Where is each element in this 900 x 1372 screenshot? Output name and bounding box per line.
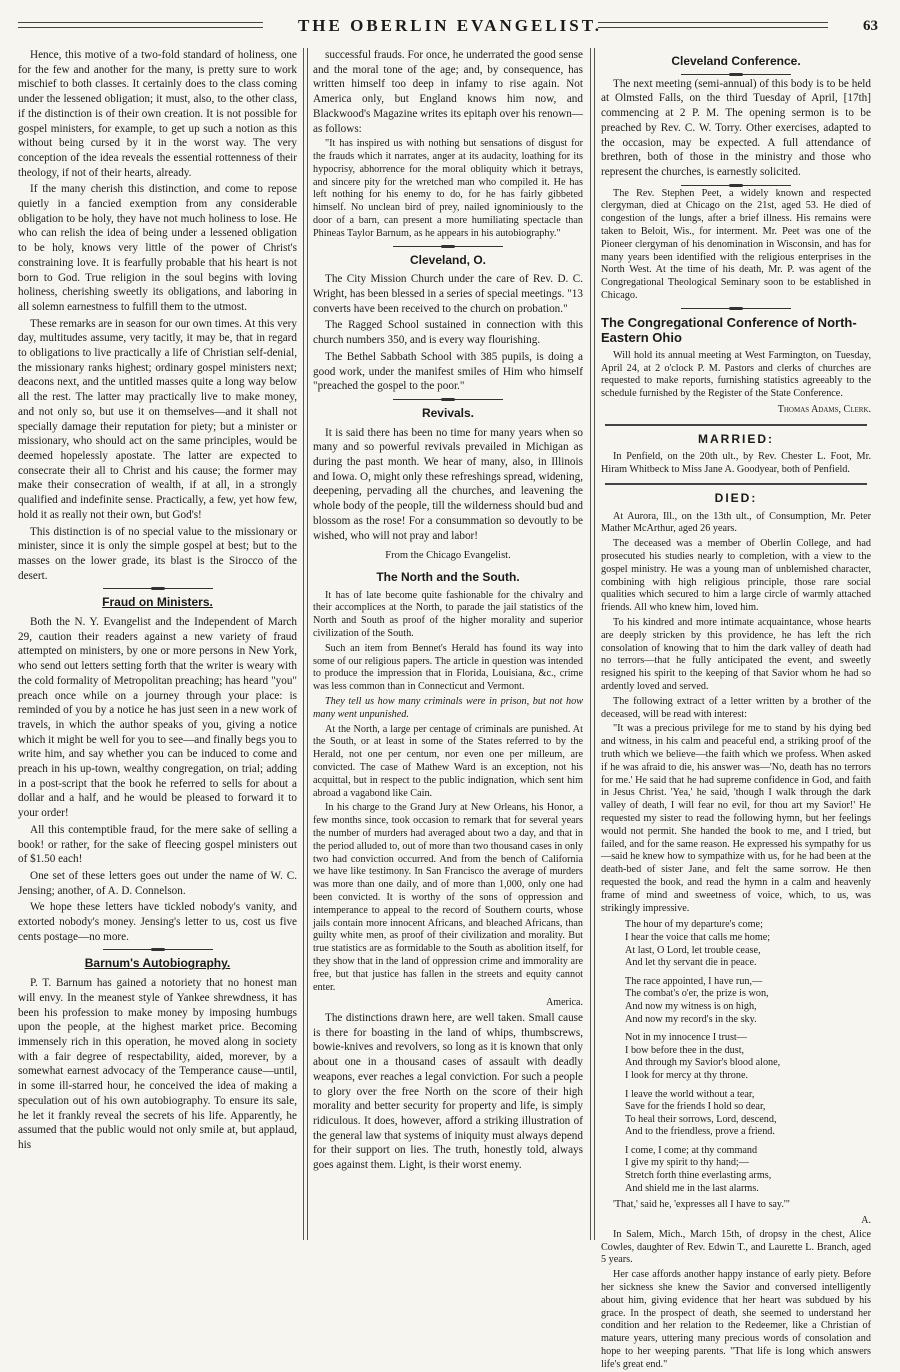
paragraph: It is said there has been no time for many years when so many and so powerful revivals prevailed in Michigan as during the past month. We hear of many, also, in Illinois and Iowa. O, might only these refreshings spread, widening, deepening, pervading all the churches, and leavening the whole body of the people, till the wilderness should bud and blossom as the rose! For a consummation so devoutly to be wished, who will not pray and labor! [313,426,584,542]
paragraph: The Ragged School sustained in connection with this church numbers 350, and is every way flourishing. [313,319,583,347]
newspaper-title: THE OBERLIN EVANGELIST. [297,16,603,35]
paragraph: "It was a precious privilege for me to stand by his dying bed and witness, in his calm and peaceful end, a striking proof of the truth which we believe—the faith which we profess. When asked if he was afraid to die, his answer was—'No, death has no terrors for me.' He said that he had supreme confidence in God, and faith in Jesus Christ. 'Yea,' he said, 'though I walk through the dark valley of death, I will fear no evil, for thou art my Savior!' He requested my sister to read the following hymn, but her feelings would not permit. She handed the book to me, and I tried, but failed, and for the same reason. He expressed his sympathy for us—said he knew how to sympathize with us, for he had been at the death-bed of sister Jane, and felt the same sorrow. He then requested the book, and read the hymn in a calm and heavenly frame of mind and sweetness of voice, which, to us, was strikingly impressive. [601,723,871,914]
poem-line: I hear the voice that calls me home; [625,931,771,943]
signature: Thomas Adams, Clerk. [777,403,871,415]
article-heading: Cleveland Conference. [671,54,801,68]
signature: A. [861,1215,871,1227]
article-heading: Barnum's Autobiography. [84,956,231,971]
paragraph: successful frauds. For once, he underrated the good sense and the moral tone of the age; and, by consequence, has written himself too deep in infamy to rise again. Not America only, but England knows him now, and Blackwood's Magazine writes its epitaph over his renown—as follows: [313,49,583,135]
paragraph: If the many cherish this distinction, and come to repose quietly in a fancied exemption from any considerable obligation to be holy, they have not much holiness to lose. He who can relish the idea of being under a lessened obligation to be holy, knows very little of the power of Christ's constraining love. It is fearfully probable that his heart is not born to God. True religion in the soul begins with loving holiness, cherishing sweetly its obligations, and laboring in all solemn earnestness to fulfill them to the utmost. [18,183,297,313]
poem-line: The combat's o'er, the prize is won, [625,988,769,1000]
poem-line: And shield me in the last alarms. [625,1182,759,1194]
paragraph: 'That,' said he, 'expresses all I have to say.'" [613,1199,790,1211]
section-separator [103,949,213,950]
section-separator [393,399,503,400]
section-separator [393,246,503,247]
article-heading: The North and the South. [376,569,520,584]
paragraph: At Aurora, Ill., on the 13th ult., of Consumption, Mr. Peter Mather McArthur, aged 26 years. [601,510,871,535]
paragraph: The following extract of a letter written by a brother of the deceased, will be read with interest: [601,695,871,720]
column-divider [303,48,308,1240]
section-separator [681,74,791,75]
poem-line: Save for the friends I hold so dear, [625,1101,766,1113]
poem-line: And let thy servant die in peace. [625,957,757,969]
article-heading: Fraud on Ministers. [102,595,213,610]
column-middle [313,48,583,1242]
poem-line: And through my Savior's blood alone, [625,1057,781,1069]
poem-line: I give my spirit to thy hand;— [625,1157,749,1169]
paragraph: At the North, a large per centage of criminals are punished. At the South, or at least in some of the States referred to by the Herald, not one per centum, nor even one per milleum, are convicted. The case of Mathew Ward is an exception, not his acquittal, but in respect to the public indignation, which sent him abroad a vagabond like Cain. [313,723,583,799]
paragraph: The Bethel Sabbath School with 385 pupils, is doing a good work, under the manifest smiles of Him who himself "preached the gospel to the poor." [313,350,583,393]
poem-line: The hour of my departure's come; [625,919,763,931]
article-heading: DIED: [714,490,758,505]
poem-line: I look for mercy at thy throne. [625,1069,749,1081]
poem-line: The race appointed, I have run,— [625,975,763,987]
paragraph: The distinctions drawn here, are well taken. Small cause is there for boasting in the land of whips, thumbscrews, bowie-knives and revolvers, so long as it is known that only about one in a thousand cases of assault with deadly weapons, ever reaches a legal conviction. For such a people to glory over the free North on the score of their high morality and better security for property and life, is simply ridiculous. It does, however, afford a striking illustration of the general law that systems of iniquity must always depend for their support on lies. The truth, honestly told, always goes against them. Light, is their worst enemy. [313,1012,583,1172]
column-right [601,48,871,1370]
section-separator [681,185,791,186]
paragraph: The deceased was a member of Oberlin College, and had prosecuted his studies nearly to completion, with a view to the gospel ministry. He was a young man of unblemished character, combining with high religious principle, those rare social qualities which secured to him a large circle of warmly attached friends. All who knew him, loved him. [601,538,871,614]
masthead-rule-right [598,22,828,28]
poem-line: Not in my innocence I trust— [625,1032,747,1044]
paragraph: In Salem, Mich., March 15th, of dropsy in the chest, Alice Cowles, daughter of Rev. Edwin T., and Laurette L. Branch, aged 5 years. [601,1228,871,1266]
block-quote: "It has inspired us with nothing but sensations of disgust for the frauds which it narrates, anger at its audacity, loathing for its hypocrisy, abhorrence for the moral obliquity which it betrays, and sincere pity for the wretched man who compiled it. He has left nothing for his enemy to do, for he has fairly gibbeted himself. No unclean bird of prey, nailed ignominiously to the door of a barn, can present a more humiliating spectacle than Phineas Taylor Barnum, as he appears in his autobiography." [313,138,583,239]
page-number: 63 [863,18,878,34]
heavy-rule [605,424,867,426]
heavy-rule [605,483,867,485]
masthead [0,0,900,44]
signature: America. [546,997,583,1009]
paragraph: In Penfield, on the 20th ult., by Rev. Chester L. Foot, Mr. Hiram Whitbeck to Miss Jane A. Goodyear, both of Penfield. [601,451,871,476]
paragraph: In his charge to the Grand Jury at New Orleans, his Honor, a few months since, took occasion to remark that for several years the number of murders had averaged about two a day, and that in the period alluded to, out of more than two thousand cases in only two had conviction occurred. And from the bench of California we have like testimony. In San Francisco the average of murders was more than one daily, and of more than 1,000, only one had been convicted. It is worthy of the sons of oppression and intemperance to appeal to the record of Southern courts, whose jails contain more innocent Africans, and bleached Africans, than guilty white men, as proof of their civilization and morality. But true statistics are as formidable to the South as abolition itself, for they show that in the land of oppression crime and immorality are free, but that justice has fallen in the streets and equity cannot enter. [313,802,583,993]
paragraph: We hope these letters have tickled nobody's vanity, and extorted nobody's money. Jensing's letter to us, cost us five cents postage—no more. [18,901,297,943]
section-separator [103,588,213,589]
poem-line: And to the friendless, prove a friend. [625,1126,775,1138]
paragraph: Her case affords another happy instance of early piety. Before her sickness she knew the Savior and conversed intelligently about him, giving evidence that her heart was subdued by his grace. In the prospect of death, she seemed to understand her condition and her relation to the Redeemer, like a Christian of mature years, uttering many precious words of consolation and hope to her weeping parents. "That life is long which answers life's great end." [601,1269,871,1370]
poem-line: And now my record's in the sky. [625,1013,757,1025]
section-separator [681,308,791,309]
paragraph: Such an item from Bennet's Herald has found its way into some of our religious papers. The article in question was intended to produce the impression that in Florida, Louisiana, &c., crime was less common than in Connecticut and Vermont. [313,642,583,693]
column-left [18,48,297,1242]
poem-line: And now my witness is on high, [625,1000,757,1012]
article-heading: Revivals. [421,405,475,420]
poem-line: I leave the world without a tear, [625,1088,755,1100]
paragraph: All this contemptible fraud, for the mere sake of selling a book! or rather, for the sake of fleecing gospel ministers out of $1.50 each! [18,823,297,866]
hymn-poem [625,919,871,1195]
article-heading: MARRIED: [698,431,774,446]
poem-line: At last, O Lord, let trouble cease, [625,944,761,956]
paragraph: Both the N. Y. Evangelist and the Independent of March 29, caution their readers against a new variety of fraud attempted on ministers, by one or more persons in New York, who send out letters setting forth that the writer is weary with the cold formality of Metropolitan preaching; has heard "you" preach once while on a journey through your place: is reminded of you by a notice he has just seen in a new work of travels, in which the author speaks of you, giving a notice which it might be well for you to see—and finally begs you to write him, and say whether you can be induced to come and preach in his up-town, wealthy congregation, on trial; adding in a post-script that the book he referred to sells for about a dollar and a half, and he would be pleased to forward it to your order! [18,616,297,820]
paragraph: Hence, this motive of a two-fold standard of holiness, one for the few and another for the many, is pretty sure to work mischief to both classes. It certainly does to the class coming under the lessened obligation; it must, also, to the other class, if the distinction is of their own creation. It is not possible for gospel ministers, for example, to get up such a notion as this without being cursed by it in the worst way. The very conception of the idea reveals the essential rottenness of their theology, if not of their hearts, already. [18,49,297,179]
paragraph: To his kindred and more intimate acquaintance, whose hearts are deeply stricken by this providence, he has left the rich consolation of knowing that to him the dark valley of death had no terrors—that he fully anticipated the event, and sweetly resigned his spirit to the keeping of that Savior whom he had so ardently loved and served. [601,617,871,693]
article-heading: Cleveland, O. [409,252,487,267]
paragraph: P. T. Barnum has gained a notoriety that no honest man will envy. In the meanest style of Yankee shrewdness, it has been his profession to make money by imposing humbugs upon the people, at the highest market price. Becoming immensely rich in this operation, he moved along in society with a fair degree of respectability, aided, morever, by a somewhat earnest advocacy of the Temperance cause—until, in some ill-starred hour, he conceived the idea of making a speculation out of his own autobiography. To ensure its sale, he let it frankly reveal the secrets of his life. Apparently, he assumed that the public would not only smile at, but applaud, his [18,977,297,1151]
paragraph: It has of late become quite fashionable for the chivalry and their accomplices at the North, to parade the jail statistics of the North and South as proof of the higher morality and superior civilization of the South. [313,589,583,640]
article-heading: The Congregational Conference of North-Eastern Ohio [601,314,857,345]
paragraph: These remarks are in season for our own times. At this very day, multitudes assume, very tacitly, it may be, that in regard to obligations to live practically a life of Christian self-denial, the missionary ranks highest; ordinary gospel ministers next; deacons next, and the untitled masses quite a long way below all the rest. The latter may practically live to make money, and not only so, but use it on themselves—and it shall not specially damage their reputation for piety; but a minister or missionary, who should act on the same principles, would be deemed hopelessly apostate. The latter are expected to consecrate their all to Christ and his cause; the former may make their consecration of wealth, if at all, in a strongly qualified and indefinite sense. Practically, a few, yet how few, hold it as really not their own, but God's! [18,317,297,521]
paragraph: The Rev. Stephen Peet, a widely known and respected clergyman, died at Chicago on the 21st, aged 53. He died of congestion of the lungs, after a brief illness. His remains were taken to Beloit, Wis., for interment. Mr. Peet was one of the Pioneer clergyman of his denomination in Wisconsin, and has for many years been identified with the religious enterprises in the North West. At the time of his death, Mr. P. was agent of the Congregational Theological Seminary soon to be established in Chicago. [601,187,871,301]
poem-line: Stretch forth thine everlasting arms, [625,1170,772,1182]
paragraph: The next meeting (semi-annual) of this body is to be held at Olmsted Falls, on the third Tuesday of April, [17th] commencing at 2 P. M. The opening sermon is to be preached by Rev. C. W. Torry. Other exercises, adapted to the occasion, may be expected. A full attendance of brethren, both of those in the ministry and those who represent the churches, is earnestly solicited. [601,77,871,178]
source-credit: From the Chicago Evangelist. [385,550,511,562]
paragraph: Will hold its annual meeting at West Farmington, on Tuesday, April 24, at 2 o'clock P. M. Pastors and clerks of churches are requested to make reports, furnishing statistics agreeably to the schedule furnished by the Register of the State Conference. [601,349,871,400]
poem-line: I come, I come; at thy command [625,1144,758,1156]
paragraph: This distinction is of no special value to the missionary or minister, since it is only the simple gospel at best; but to the masses on the lower grade, its blast is the Sirocco of the desert. [18,525,297,582]
poem-line: I bow before thee in the dust, [625,1044,745,1056]
paragraph: They tell us how many criminals were in prison, but not how many went unpunished. [313,696,583,720]
paragraph: The City Mission Church under the care of Rev. D. C. Wright, has been blessed in a series of special meetings. "13 converts have been received to the church on probation." [313,273,583,315]
paragraph: One set of these letters goes out under the name of W. C. Jensing; another, of A. D. Connelson. [18,869,297,897]
column-divider [590,48,595,1240]
poem-line: To heal their sorrows, Lord, descend, [625,1113,777,1125]
